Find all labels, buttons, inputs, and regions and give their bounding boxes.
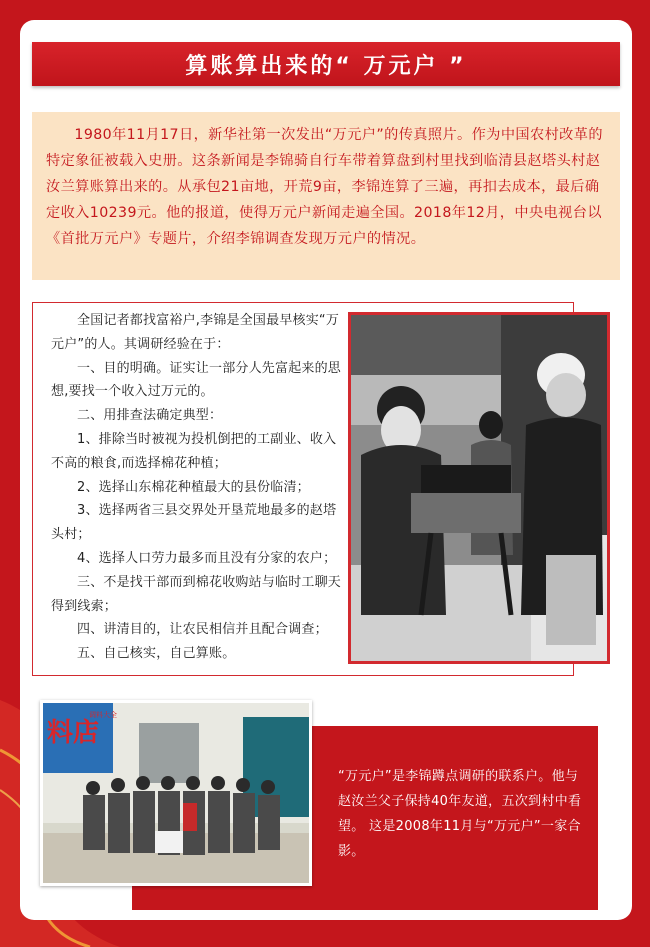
page-title: 算账算出来的“ 万元户 ” bbox=[32, 42, 620, 86]
shop-sign-subtext: 调料大全 bbox=[89, 711, 117, 719]
list-item: 三、不是找干部而到棉花收购站与临时工聊天得到线索； bbox=[51, 574, 342, 614]
caption-text: “万元户”是李锦蹲点调研的联系户。他与赵汝兰父子保持40年友道，五次到村中看望。 这是2008年11月与“万元户”一家合影。 bbox=[338, 769, 582, 859]
photo-illustration bbox=[351, 315, 607, 661]
list-lead: 全国记者都找富裕户,李锦是全国最早核实“万元户”的人。其调研经验在于： bbox=[51, 313, 340, 352]
list-item: 3、选择两省三县交界处开垦荒地最多的赵塔头村； bbox=[51, 503, 337, 543]
intro-paragraph: 1980年11月17日，新华社第一次发出“万元户”的传真照片。作为中国农村改革的特定象征被载入史册。这条新闻是李锦骑自行车带着算盘到村里找到临清县赵塔头村赵汝兰算账算出来的。从承包21亩地，开荒9亩，李锦连算了三遍，再扣去成本，最后确定收入10239元。他的报道，使得万元户新闻走遍全国。2018年12月，中央电视台以《首批万元户》专题片，介绍李锦调查发现万元户的情况。 bbox=[32, 112, 620, 280]
family-group-photo bbox=[40, 700, 312, 886]
list-item: 2、选择山东棉花种植最大的县份临清； bbox=[77, 479, 310, 495]
historic-photo-sewing-machine bbox=[348, 312, 610, 664]
list-item: 二、用排查法确定典型： bbox=[77, 408, 223, 424]
photo-illustration bbox=[43, 703, 309, 883]
list-item: 4、选择人口劳力最多而且没有分家的农户； bbox=[77, 550, 337, 566]
list-item: 1、排除当时被视为投机倒把的工副业、收入不高的粮食,而选择棉花种植； bbox=[51, 431, 337, 471]
shop-sign-text: 料店 bbox=[47, 718, 100, 748]
list-item: 五、自己核实，自己算账。 bbox=[77, 646, 236, 662]
list-item: 四、讲清目的，让农民相信并且配合调查； bbox=[77, 622, 328, 638]
content-card bbox=[20, 20, 632, 920]
experience-list bbox=[51, 309, 349, 666]
list-item: 一、目的明确。证实让一部分人先富起来的思想,要找一个收入过万元的。 bbox=[51, 360, 342, 400]
photo-caption bbox=[338, 764, 588, 864]
